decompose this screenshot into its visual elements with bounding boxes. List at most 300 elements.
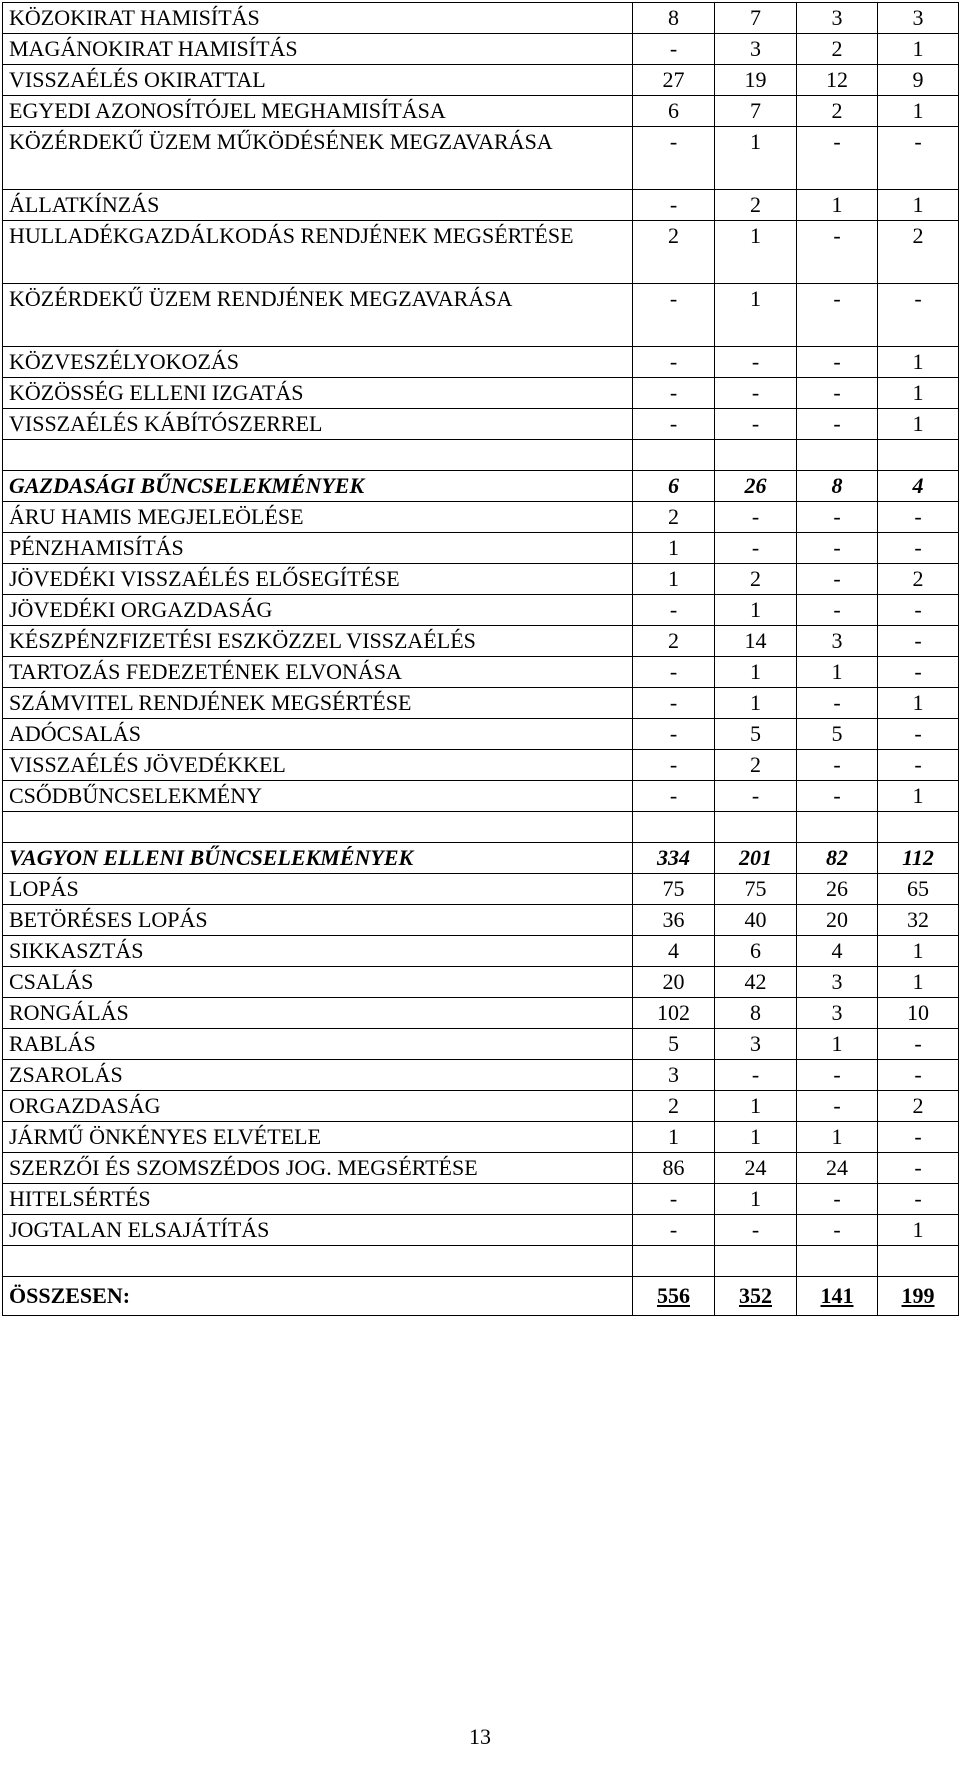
value-text: - xyxy=(751,1217,760,1242)
offense-name-cell: SZERZŐI ÉS SZOMSZÉDOS JOG. MEGSÉRTÉSE xyxy=(3,1153,633,1184)
table-row xyxy=(3,750,959,781)
value-text: - xyxy=(833,1217,841,1242)
value-text: - xyxy=(914,659,922,684)
value-cell xyxy=(633,1215,715,1246)
value-text: 6 xyxy=(668,98,679,123)
value-cell xyxy=(633,1122,715,1153)
value-cell xyxy=(715,96,797,127)
value-cell xyxy=(633,34,715,65)
value-cell xyxy=(715,409,797,440)
value-text: - xyxy=(751,535,760,560)
value-text: 40 xyxy=(744,907,767,932)
value-text: 75 xyxy=(744,876,767,901)
table-row xyxy=(3,688,959,719)
value-text: 86 xyxy=(662,1155,685,1180)
value-text: 2 xyxy=(668,223,679,248)
value-text: - xyxy=(914,721,922,746)
value-text: - xyxy=(669,721,678,746)
value-cell xyxy=(878,1215,959,1246)
value-cell xyxy=(797,284,878,347)
value-cell xyxy=(878,3,959,34)
table-body xyxy=(3,3,959,1316)
value-cell xyxy=(797,657,878,688)
value-text: - xyxy=(669,192,678,217)
value-text: 75 xyxy=(662,876,685,901)
value-text: 1 xyxy=(831,192,843,217)
value-text: - xyxy=(669,1217,678,1242)
value-cell xyxy=(878,967,959,998)
value-text: 2 xyxy=(831,98,843,123)
offense-name-cell: VISSZAÉLÉS JÖVEDÉKKEL xyxy=(3,750,633,781)
value-cell xyxy=(878,688,959,719)
offense-name-cell: LOPÁS xyxy=(3,874,633,905)
value-text: - xyxy=(751,349,760,374)
offense-name-cell: KÉSZPÉNZFIZETÉSI ESZKÖZZEL VISSZAÉLÉS xyxy=(3,626,633,657)
value-cell xyxy=(797,96,878,127)
value-text: 19 xyxy=(744,67,767,92)
offense-name-cell: KÖZÉRDEKŰ ÜZEM RENDJÉNEK MEGZAVARÁSA xyxy=(3,284,633,347)
value-cell xyxy=(797,1277,878,1316)
value-text: - xyxy=(914,1155,922,1180)
value-text: 1 xyxy=(912,36,924,61)
value-text: 1 xyxy=(750,1093,761,1118)
value-cell xyxy=(797,3,878,34)
value-cell xyxy=(633,471,715,502)
value-cell xyxy=(715,998,797,1029)
value-text: 42 xyxy=(744,969,767,994)
value-text: 1 xyxy=(750,223,761,248)
offense-name-cell xyxy=(3,812,633,843)
value-text: - xyxy=(914,597,922,622)
value-text: 24 xyxy=(826,1155,848,1180)
value-cell xyxy=(633,781,715,812)
value-text: - xyxy=(669,286,678,311)
value-cell xyxy=(715,502,797,533)
value-text: - xyxy=(669,129,678,154)
value-text: 1 xyxy=(912,690,924,715)
value-text: 6 xyxy=(668,473,679,498)
value-cell xyxy=(715,471,797,502)
value-cell xyxy=(633,440,715,471)
value-text: - xyxy=(669,1186,678,1211)
value-cell xyxy=(797,1060,878,1091)
value-cell xyxy=(797,998,878,1029)
table-row xyxy=(3,96,959,127)
value-cell xyxy=(715,905,797,936)
value-text: - xyxy=(833,349,841,374)
value-cell xyxy=(878,347,959,378)
table-row xyxy=(3,533,959,564)
value-text: 2 xyxy=(750,192,761,217)
value-cell xyxy=(878,657,959,688)
value-cell xyxy=(633,190,715,221)
value-cell xyxy=(797,34,878,65)
value-text: 201 xyxy=(739,845,772,870)
offense-name-cell: ÁRU HAMIS MEGJELEÖLÉSE xyxy=(3,502,633,533)
table-row xyxy=(3,564,959,595)
value-cell xyxy=(633,1153,715,1184)
value-text: 1 xyxy=(750,659,761,684)
offense-name-cell: VISSZAÉLÉS OKIRATTAL xyxy=(3,65,633,96)
table-row xyxy=(3,595,959,626)
value-text: - xyxy=(669,597,678,622)
table-row xyxy=(3,409,959,440)
value-text: - xyxy=(914,1186,922,1211)
offense-name-cell: CSŐDBŰNCSELEKMÉNY xyxy=(3,781,633,812)
offense-name-cell: EGYEDI AZONOSÍTÓJEL MEGHAMISÍTÁSA xyxy=(3,96,633,127)
value-text: 3 xyxy=(750,1031,761,1056)
value-cell xyxy=(878,905,959,936)
value-text: 4 xyxy=(912,473,924,498)
offense-name-cell: TARTOZÁS FEDEZETÉNEK ELVONÁSA xyxy=(3,657,633,688)
table-row xyxy=(3,34,959,65)
value-cell xyxy=(715,1029,797,1060)
value-text: 3 xyxy=(912,5,924,30)
value-cell xyxy=(878,284,959,347)
table-row xyxy=(3,874,959,905)
value-text: 2 xyxy=(750,566,761,591)
value-cell xyxy=(633,688,715,719)
value-text: - xyxy=(914,628,922,653)
value-cell xyxy=(715,190,797,221)
offense-name-cell: ÁLLATKÍNZÁS xyxy=(3,190,633,221)
offense-name-cell: ORGAZDASÁG xyxy=(3,1091,633,1122)
value-text: 1 xyxy=(912,349,924,374)
value-cell xyxy=(715,843,797,874)
value-text: 112 xyxy=(902,845,934,870)
table-row xyxy=(3,127,959,190)
value-cell xyxy=(878,936,959,967)
value-text: 32 xyxy=(907,907,929,932)
value-cell xyxy=(797,1215,878,1246)
value-cell xyxy=(797,440,878,471)
value-cell xyxy=(715,967,797,998)
value-text: 26 xyxy=(744,473,767,498)
value-text: - xyxy=(914,286,922,311)
value-text: - xyxy=(833,1186,841,1211)
table-row xyxy=(3,1122,959,1153)
value-text: - xyxy=(833,535,841,560)
value-cell xyxy=(715,936,797,967)
value-cell xyxy=(715,1215,797,1246)
value-cell xyxy=(633,533,715,564)
offense-name-cell: JÖVEDÉKI ORGAZDASÁG xyxy=(3,595,633,626)
value-cell xyxy=(633,905,715,936)
crime-statistics-table xyxy=(2,2,959,1316)
offense-name-cell: KÖZÉRDEKŰ ÜZEM MŰKÖDÉSÉNEK MEGZAVARÁSA xyxy=(3,127,633,190)
value-cell xyxy=(633,1060,715,1091)
table-row xyxy=(3,1215,959,1246)
value-cell xyxy=(715,347,797,378)
value-cell xyxy=(715,812,797,843)
value-cell xyxy=(878,96,959,127)
table-row xyxy=(3,657,959,688)
offense-name-cell: ADÓCSALÁS xyxy=(3,719,633,750)
value-text: - xyxy=(669,36,678,61)
value-cell xyxy=(878,843,959,874)
value-cell xyxy=(797,781,878,812)
value-text: 1 xyxy=(831,1124,843,1149)
value-cell xyxy=(878,127,959,190)
value-text: - xyxy=(833,1062,841,1087)
value-cell xyxy=(797,936,878,967)
value-text: - xyxy=(833,504,841,529)
blank-row xyxy=(3,812,959,843)
value-cell xyxy=(715,750,797,781)
value-cell xyxy=(878,781,959,812)
table-row xyxy=(3,967,959,998)
value-text: 2 xyxy=(668,504,679,529)
offense-name-cell: JÖVEDÉKI VISSZAÉLÉS ELŐSEGÍTÉSE xyxy=(3,564,633,595)
value-cell xyxy=(878,409,959,440)
value-cell xyxy=(797,564,878,595)
value-text: - xyxy=(751,504,760,529)
value-cell xyxy=(797,967,878,998)
offense-name-cell: ZSAROLÁS xyxy=(3,1060,633,1091)
value-cell xyxy=(633,874,715,905)
value-cell xyxy=(878,564,959,595)
value-text: - xyxy=(669,380,678,405)
value-text: - xyxy=(914,535,922,560)
value-text: 5 xyxy=(750,721,761,746)
value-text: 2 xyxy=(668,1093,679,1118)
table-row xyxy=(3,998,959,1029)
value-cell xyxy=(797,533,878,564)
value-cell xyxy=(633,843,715,874)
value-text: 1 xyxy=(831,1031,843,1056)
table-row xyxy=(3,1184,959,1215)
offense-name-cell: RABLÁS xyxy=(3,1029,633,1060)
table-row xyxy=(3,905,959,936)
value-text: 27 xyxy=(662,67,685,92)
value-text: - xyxy=(833,411,841,436)
value-text: 36 xyxy=(662,907,685,932)
value-text: - xyxy=(833,286,841,311)
value-text: - xyxy=(833,752,841,777)
value-cell xyxy=(633,378,715,409)
value-cell xyxy=(633,1091,715,1122)
value-cell xyxy=(878,998,959,1029)
offense-name-cell: ÖSSZESEN: xyxy=(3,1277,633,1316)
value-cell xyxy=(878,1029,959,1060)
offense-name-cell: KÖZOKIRAT HAMISÍTÁS xyxy=(3,3,633,34)
value-cell xyxy=(797,905,878,936)
value-cell xyxy=(797,347,878,378)
value-text: 3 xyxy=(668,1062,679,1087)
value-text: - xyxy=(914,752,922,777)
table-row xyxy=(3,781,959,812)
offense-name-cell xyxy=(3,1246,633,1277)
table-row xyxy=(3,626,959,657)
value-text: 20 xyxy=(826,907,848,932)
value-text: - xyxy=(833,1093,841,1118)
value-text: - xyxy=(833,783,841,808)
value-cell xyxy=(633,502,715,533)
value-text: 352 xyxy=(739,1283,772,1308)
value-cell xyxy=(715,1153,797,1184)
value-cell xyxy=(797,127,878,190)
value-cell xyxy=(715,440,797,471)
value-cell xyxy=(878,1184,959,1215)
value-cell xyxy=(878,750,959,781)
value-text: 5 xyxy=(668,1031,679,1056)
value-text: - xyxy=(669,659,678,684)
value-text: 1 xyxy=(912,969,924,994)
value-text: 3 xyxy=(831,969,843,994)
value-text: 1 xyxy=(912,783,924,808)
value-cell xyxy=(715,874,797,905)
value-cell xyxy=(797,1091,878,1122)
value-cell xyxy=(715,1246,797,1277)
value-cell xyxy=(797,190,878,221)
offense-name-cell: VISSZAÉLÉS KÁBÍTÓSZERREL xyxy=(3,409,633,440)
value-text: 1 xyxy=(912,1217,924,1242)
value-cell xyxy=(797,1153,878,1184)
table-row xyxy=(3,719,959,750)
value-text: - xyxy=(833,223,841,248)
value-cell xyxy=(715,657,797,688)
value-text: - xyxy=(669,783,678,808)
value-text: - xyxy=(669,690,678,715)
value-text: - xyxy=(669,752,678,777)
value-text: 1 xyxy=(668,566,679,591)
value-text: - xyxy=(669,349,678,374)
value-text: 334 xyxy=(657,845,690,870)
value-cell xyxy=(797,1184,878,1215)
value-text: 1 xyxy=(912,411,924,436)
value-text: 1 xyxy=(831,659,843,684)
table-row xyxy=(3,190,959,221)
value-text: 102 xyxy=(657,1000,690,1025)
value-cell xyxy=(878,812,959,843)
value-cell xyxy=(878,1091,959,1122)
value-text: 1 xyxy=(668,535,679,560)
value-cell xyxy=(797,502,878,533)
value-cell xyxy=(878,719,959,750)
value-cell xyxy=(715,65,797,96)
value-text: 10 xyxy=(907,1000,929,1025)
value-text: 556 xyxy=(657,1283,690,1308)
value-text: 2 xyxy=(912,223,924,248)
value-cell xyxy=(633,564,715,595)
value-text: 24 xyxy=(744,1155,767,1180)
value-text: 1 xyxy=(668,1124,679,1149)
value-cell xyxy=(878,1246,959,1277)
value-cell xyxy=(797,1246,878,1277)
offense-name-cell: RONGÁLÁS xyxy=(3,998,633,1029)
value-cell xyxy=(633,1246,715,1277)
value-cell xyxy=(797,1122,878,1153)
value-text: 2 xyxy=(912,1093,924,1118)
value-cell xyxy=(715,284,797,347)
value-cell xyxy=(878,440,959,471)
value-cell xyxy=(878,34,959,65)
value-text: 8 xyxy=(831,473,843,498)
page-number: 13 xyxy=(469,1724,491,1749)
value-cell xyxy=(715,1184,797,1215)
offense-name-cell: SZÁMVITEL RENDJÉNEK MEGSÉRTÉSE xyxy=(3,688,633,719)
value-cell xyxy=(633,3,715,34)
value-cell xyxy=(633,284,715,347)
value-cell xyxy=(633,626,715,657)
value-text: - xyxy=(751,380,760,405)
offense-name-cell: HITELSÉRTÉS xyxy=(3,1184,633,1215)
value-text: 4 xyxy=(668,938,679,963)
value-cell xyxy=(715,127,797,190)
value-cell xyxy=(715,34,797,65)
value-cell xyxy=(797,221,878,284)
value-text: 1 xyxy=(912,380,924,405)
value-text: 1 xyxy=(750,690,761,715)
value-cell xyxy=(633,96,715,127)
offense-name-cell: PÉNZHAMISÍTÁS xyxy=(3,533,633,564)
offense-name-cell: JÁRMŰ ÖNKÉNYES ELVÉTELE xyxy=(3,1122,633,1153)
value-text: - xyxy=(833,597,841,622)
value-cell xyxy=(633,347,715,378)
value-text: - xyxy=(914,129,922,154)
value-cell xyxy=(715,626,797,657)
value-cell xyxy=(797,688,878,719)
offense-name-cell: CSALÁS xyxy=(3,967,633,998)
table-row xyxy=(3,1091,959,1122)
value-text: - xyxy=(833,690,841,715)
value-text: 2 xyxy=(668,628,679,653)
value-text: 199 xyxy=(901,1283,935,1308)
value-cell xyxy=(878,378,959,409)
value-cell xyxy=(715,533,797,564)
value-text: - xyxy=(751,1062,760,1087)
value-cell xyxy=(715,221,797,284)
value-text: 1 xyxy=(912,98,924,123)
value-cell xyxy=(878,502,959,533)
value-cell xyxy=(633,936,715,967)
value-cell xyxy=(797,874,878,905)
value-cell xyxy=(715,564,797,595)
value-cell xyxy=(633,998,715,1029)
value-text: 4 xyxy=(831,938,843,963)
total-row xyxy=(3,1277,959,1316)
value-text: 3 xyxy=(831,628,843,653)
value-text: - xyxy=(914,1031,922,1056)
value-text: 65 xyxy=(907,876,929,901)
value-cell xyxy=(633,595,715,626)
table-row xyxy=(3,502,959,533)
value-text: 3 xyxy=(750,36,761,61)
table-row xyxy=(3,3,959,34)
value-text: 7 xyxy=(750,98,761,123)
offense-name-cell: VAGYON ELLENI BŰNCSELEKMÉNYEK xyxy=(3,843,633,874)
table-row xyxy=(3,347,959,378)
value-cell xyxy=(797,595,878,626)
value-text: 6 xyxy=(750,938,761,963)
value-text: 8 xyxy=(668,5,679,30)
value-cell xyxy=(797,750,878,781)
value-text: 9 xyxy=(912,67,924,92)
value-text: 20 xyxy=(662,969,685,994)
value-text: 3 xyxy=(831,5,843,30)
value-cell xyxy=(797,471,878,502)
value-cell xyxy=(878,874,959,905)
value-cell xyxy=(797,719,878,750)
offense-name-cell: KÖZVESZÉLYOKOZÁS xyxy=(3,347,633,378)
value-cell xyxy=(878,595,959,626)
value-cell xyxy=(633,750,715,781)
offense-name-cell: GAZDASÁGI BŰNCSELEKMÉNYEK xyxy=(3,471,633,502)
offense-name-cell: SIKKASZTÁS xyxy=(3,936,633,967)
value-cell xyxy=(715,1091,797,1122)
table-row xyxy=(3,65,959,96)
value-text: 2 xyxy=(831,36,843,61)
